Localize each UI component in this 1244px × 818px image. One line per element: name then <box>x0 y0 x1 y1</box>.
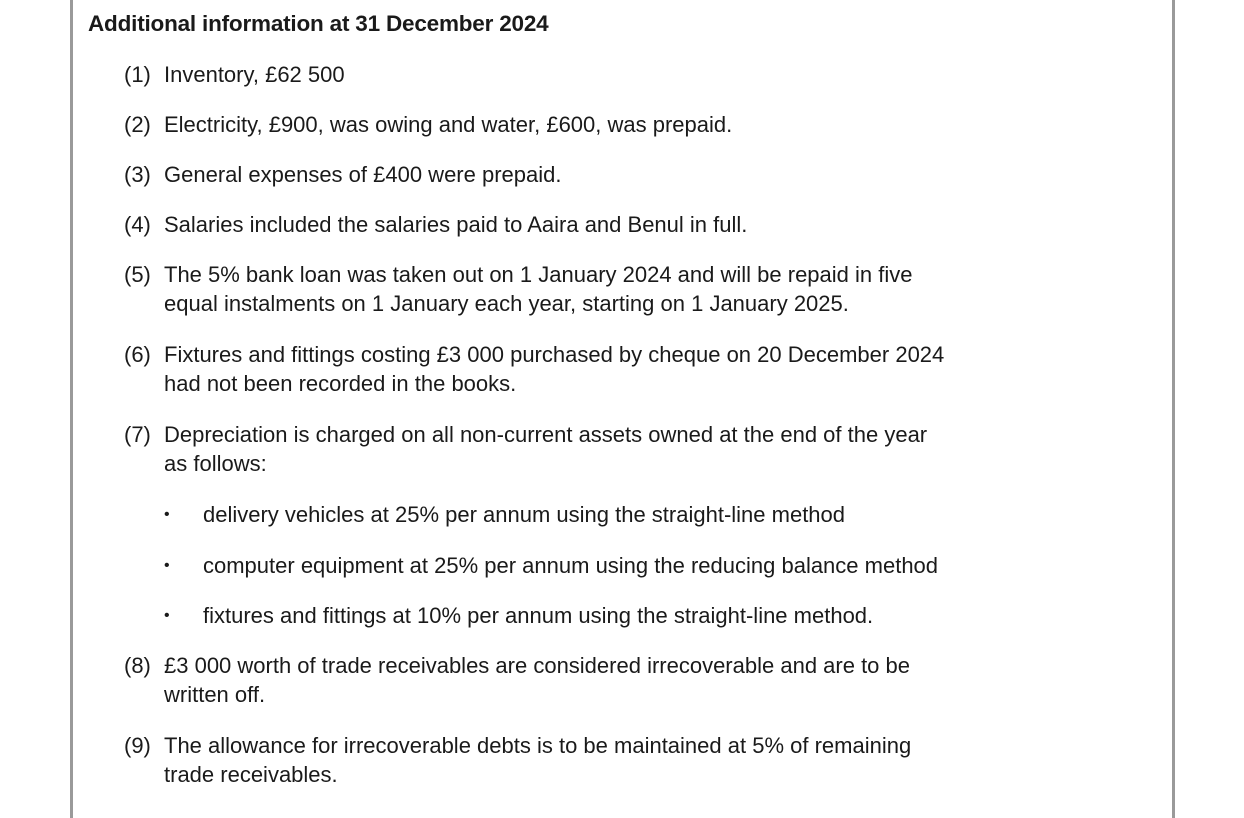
item-number: (7) <box>124 422 151 447</box>
item-number: (3) <box>124 162 151 187</box>
item-text: General expenses of £400 were prepaid. <box>164 162 562 187</box>
bullet-icon: • <box>164 607 170 624</box>
item-text: Inventory, £62 500 <box>164 62 345 87</box>
item-text-line-1: The 5% bank loan was taken out on 1 January 2024 and will be repaid in five <box>164 262 913 287</box>
item-text-line-1: The allowance for irrecoverable debts is to be maintained at 5% of remaining <box>164 733 912 758</box>
item-text-line-2: equal instalments on 1 January each year, starting on 1 January 2025. <box>164 291 849 316</box>
list-item-5 <box>124 260 1024 318</box>
list-item-4 <box>124 210 1024 239</box>
item-text-line-2: trade receivables. <box>164 762 338 787</box>
page-left-border <box>70 0 73 818</box>
list-item-8 <box>124 651 1024 709</box>
item-number: (2) <box>124 112 151 137</box>
list-item-3 <box>124 160 1024 189</box>
list-item-1 <box>124 60 1024 89</box>
item-text: Salaries included the salaries paid to Aaira and Benul in full. <box>164 212 748 237</box>
bullet-icon: • <box>164 506 170 523</box>
bullet-item-1 <box>164 500 845 529</box>
bullet-icon: • <box>164 557 170 574</box>
bullet-text: fixtures and fittings at 10% per annum using the straight-line method. <box>203 603 874 628</box>
item-text-line-1: Depreciation is charged on all non-current assets owned at the end of the year <box>164 422 928 447</box>
item-text-line-1: Fixtures and fittings costing £3 000 purchased by cheque on 20 December 2024 <box>164 342 945 367</box>
list-item-9 <box>124 731 1024 789</box>
list-item-2 <box>124 110 1024 139</box>
item-number: (5) <box>124 262 151 287</box>
item-number: (6) <box>124 342 151 367</box>
item-text-line-2: had not been recorded in the books. <box>164 371 517 396</box>
item-text-line-2: as follows: <box>164 451 267 476</box>
list-item-7 <box>124 420 1024 478</box>
section-heading: Additional information at 31 December 2024 <box>88 11 549 36</box>
bullet-text: delivery vehicles at 25% per annum using the straight-line method <box>203 502 846 527</box>
item-text-line-1: £3 000 worth of trade receivables are considered irrecoverable and are to be <box>164 653 911 678</box>
bullet-item-2 <box>164 551 938 580</box>
item-number: (8) <box>124 653 151 678</box>
bullet-text: computer equipment at 25% per annum using the reducing balance method <box>203 553 939 578</box>
list-item-6 <box>124 340 1024 398</box>
bullet-item-3 <box>164 601 873 630</box>
item-number: (9) <box>124 733 151 758</box>
item-number: (4) <box>124 212 151 237</box>
item-text: Electricity, £900, was owing and water, £600, was prepaid. <box>164 112 733 137</box>
item-text-line-2: written off. <box>164 682 266 707</box>
page-right-border <box>1172 0 1175 818</box>
item-number: (1) <box>124 62 151 87</box>
